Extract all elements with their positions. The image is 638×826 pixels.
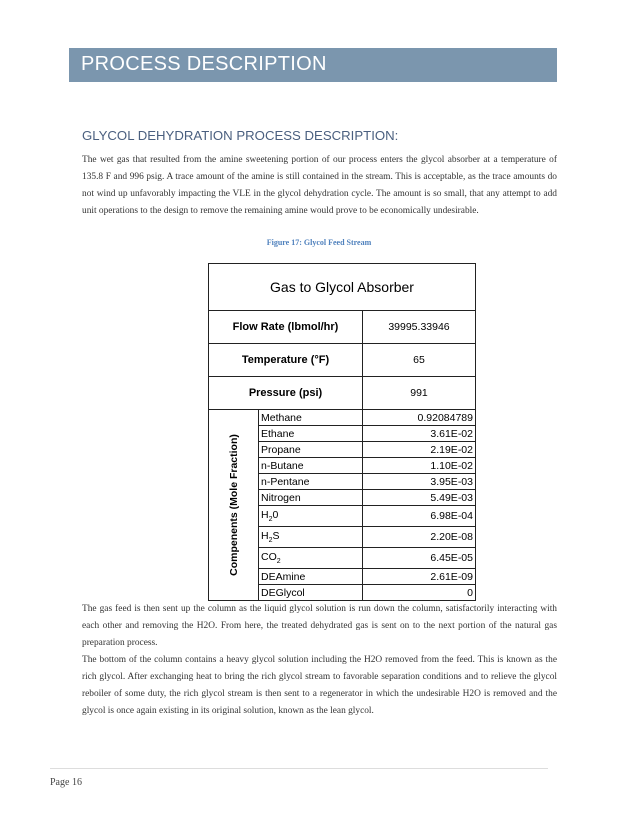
pressure-label: Pressure (psi) xyxy=(209,377,363,410)
section-banner xyxy=(69,48,557,82)
page-number: Page 16 xyxy=(50,777,82,788)
flow-rate-value: 39995.33946 xyxy=(363,311,476,344)
banner-title: PROCESS DESCRIPTION xyxy=(81,53,327,75)
pressure-value: 991 xyxy=(363,377,476,410)
component-value: 0.92084789 xyxy=(363,410,476,426)
section-heading: GLYCOL DEHYDRATION PROCESS DESCRIPTION: xyxy=(82,128,399,143)
flow-rate-label: Flow Rate (lbmol/hr) xyxy=(209,311,363,344)
component-name: n-Pentane xyxy=(259,474,363,490)
rich-glycol-paragraph: The bottom of the column contains a heavy glycol solution including the H2O removed from the feed. This is known as the rich glycol. After exchanging heat to bring the rich glycol stream to favorable separation conditions and to relieve the glycol reboiler of some duty, the rich glycol stream is then sent to a regenerator in which the undesirable H2O is removed and the glycol is once again existing in its original solution, known as the lean glycol. xyxy=(82,655,557,716)
components-header xyxy=(209,410,259,601)
component-name-h2o: $H_20$ xyxy=(259,506,363,527)
glycol-feed-table xyxy=(208,263,476,601)
component-value: 2.61E-09 xyxy=(363,569,476,585)
component-name: Methane xyxy=(259,410,363,426)
component-value: 3.61E-02 xyxy=(363,426,476,442)
component-value: 5.49E-03 xyxy=(363,490,476,506)
component-name: Ethane xyxy=(259,426,363,442)
component-value: 3.95E-03 xyxy=(363,474,476,490)
component-name-co2: $CO_2$ xyxy=(259,548,363,569)
component-name: Propane xyxy=(259,442,363,458)
component-value: 2.20E-08 xyxy=(363,527,476,548)
component-name: n-Butane xyxy=(259,458,363,474)
component-name: Nitrogen xyxy=(259,490,363,506)
component-value: 6.98E-04 xyxy=(363,506,476,527)
component-name-h2s: $H_2S$ xyxy=(259,527,363,548)
components-label: Compenents (Mole Fraction) xyxy=(227,434,240,576)
temperature-value: 65 xyxy=(363,344,476,377)
temperature-label: Temperature (°F) xyxy=(209,344,363,377)
footer-divider xyxy=(50,768,548,769)
component-value: 2.19E-02 xyxy=(363,442,476,458)
feed-paragraph: The gas feed is then sent up the column as the liquid glycol solution is run down the column, satisfactorily interacting with each other and removing the H2O. From here, the treated dehydrated gas is sent on to the next portion of the natural gas preparation process. xyxy=(82,604,557,648)
table-title: Gas to Glycol Absorber xyxy=(209,264,476,311)
component-name: DEGlycol xyxy=(259,585,363,601)
figure-caption: Figure 17: Glycol Feed Stream xyxy=(266,238,372,247)
intro-paragraph: The wet gas that resulted from the amine sweetening portion of our process enters the glycol absorber at a temperature of 135.8 F and 996 psig. A trace amount of the amine is still contained in the stream. This is acceptable, as the trace amounts do not wind up unfavorably impacting the VLE in the glycol dehydration cycle. The amount is so small, that any attempt to add unit operations to the design to remove the remaining amine would prove to be economically undesirable. xyxy=(82,155,557,216)
component-name: DEAmine xyxy=(259,569,363,585)
component-value: 1.10E-02 xyxy=(363,458,476,474)
component-value: 6.45E-05 xyxy=(363,548,476,569)
component-value: 0 xyxy=(363,585,476,601)
